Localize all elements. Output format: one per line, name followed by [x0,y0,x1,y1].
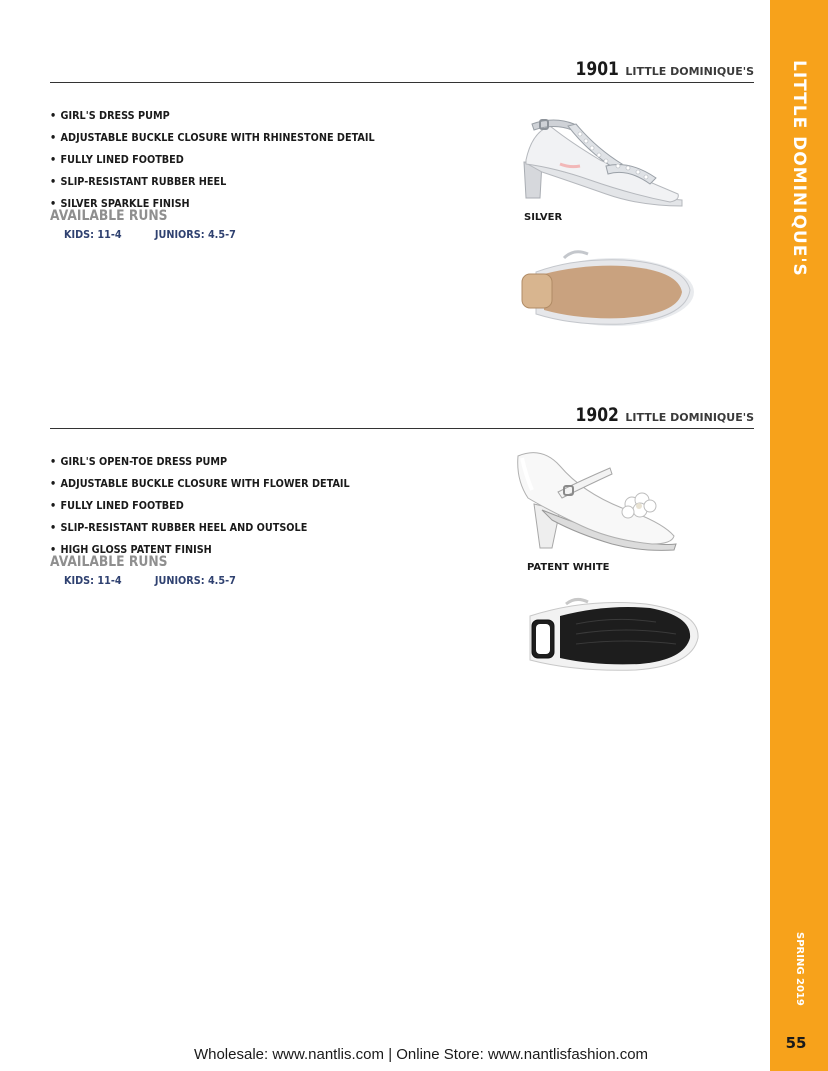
feature-item: • FULLY LINED FOOTBED [50,499,184,512]
brand-name: LITTLE DOMINIQUE'S [625,65,754,78]
header-rule [50,428,754,429]
feature-item: • GIRL'S DRESS PUMP [50,109,170,122]
runs-kids: KIDS: 11-4 [64,574,122,587]
product-1901 [0,58,770,378]
header-rule [50,82,754,83]
style-number: 1901 [576,58,620,80]
sidebar-season [770,932,828,1006]
runs-kids: KIDS: 11-4 [64,228,122,241]
feature-item: • SILVER SPARKLE FINISH [50,197,190,210]
product-header [566,58,754,80]
available-runs-title: AVAILABLE RUNS [50,554,168,570]
style-number: 1902 [576,404,620,426]
color-label: SILVER [524,212,563,223]
feature-list [50,110,419,220]
pump-sole-image [516,594,704,680]
available-runs [64,228,236,241]
feature-list [50,456,391,566]
silver-sandal-side-image [510,102,690,212]
runs-juniors: JUNIORS: 4.5-7 [154,574,236,587]
sandal-sole-image [514,244,698,334]
sidebar-brand-text: LITTLE DOMINIQUE'S [789,60,809,277]
feature-item: • SLIP-RESISTANT RUBBER HEEL [50,175,227,188]
sidebar-season-text: SPRING 2019 [794,932,805,1006]
feature-item: • ADJUSTABLE BUCKLE CLOSURE WITH RHINESTONE DETAIL [50,131,375,144]
product-header [566,404,754,426]
sidebar-brand [770,60,828,277]
available-runs-title: AVAILABLE RUNS [50,208,168,224]
product-1902 [0,404,770,724]
color-label: PATENT WHITE [527,562,610,573]
brand-name: LITTLE DOMINIQUE'S [625,411,754,424]
footer-contact: Wholesale: www.nantlis.com | Online Store: www.nantlisfashion.com [193,1046,649,1063]
feature-item: • HIGH GLOSS PATENT FINISH [50,543,212,556]
feature-item: • GIRL'S OPEN-TOE DRESS PUMP [50,455,228,468]
available-runs [64,574,236,587]
page-number: 55 [785,1034,807,1052]
feature-item: • ADJUSTABLE BUCKLE CLOSURE WITH FLOWER DETAIL [50,477,350,490]
feature-item: • SLIP-RESISTANT RUBBER HEEL AND OUTSOLE [50,521,308,534]
patent-pump-side-image [512,446,682,558]
feature-item: • FULLY LINED FOOTBED [50,153,184,166]
runs-juniors: JUNIORS: 4.5-7 [154,228,236,241]
